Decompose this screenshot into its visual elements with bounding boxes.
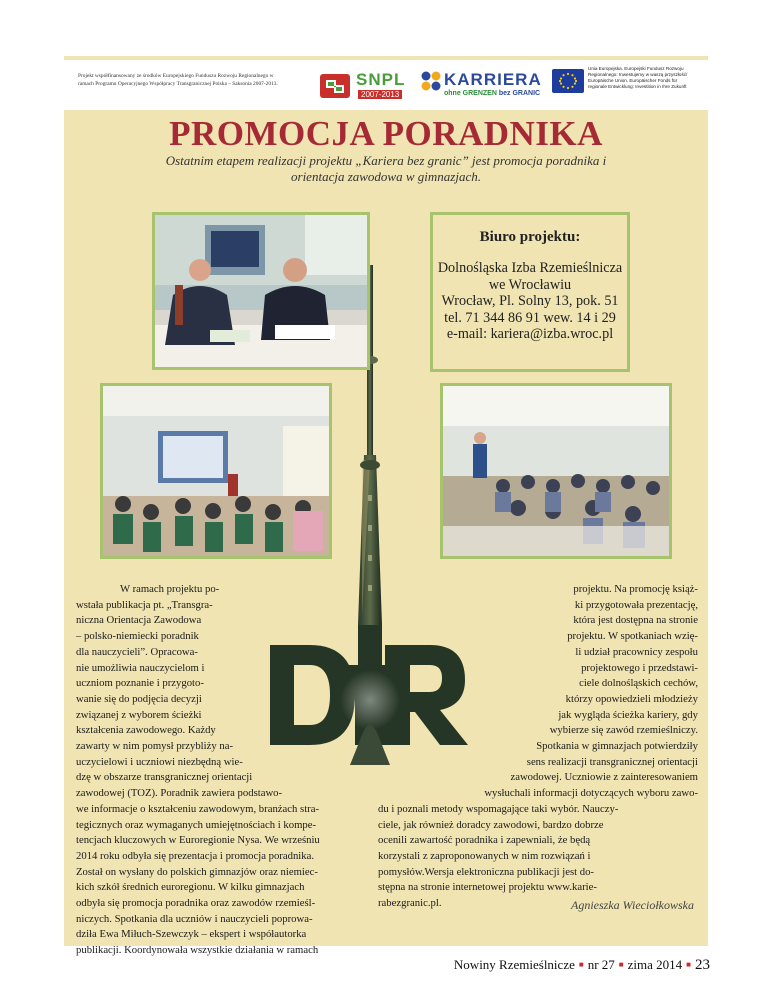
text-line: korzystali z zaproponowanych w nim rozwiązań i (378, 849, 591, 862)
article-column-right (378, 582, 698, 912)
eu-line: Europäische Union. Europäischer Fonds für (588, 78, 678, 83)
office-line: Dolnośląska Izba Rzemieślnicza (437, 260, 623, 276)
office-line: Wrocław, Pl. Solny 13, pok. 51 (441, 293, 619, 309)
text-line: ciele dolnośląskich cechów, (579, 677, 698, 690)
text-line: wstała publikacja pt. „Transgra- (76, 598, 213, 611)
text-line: uczycielowi i uczniowi niezbędną wie- (76, 755, 243, 768)
page-number: 23 (695, 957, 710, 973)
text-line: projektu. Na promocję książ- (573, 583, 698, 595)
funding-line: ramach Programu Operacyjnego Współpracy Transgranicznej Polska – Saksonia 2007-2013. (78, 81, 278, 87)
text-line: 2014 roku odbyła się prezentacja i promocja poradnika. (76, 849, 315, 862)
text-line: odbyła się promocja poradnika oraz zawodów rzemieśl- (76, 897, 316, 910)
text-line: Spotkania w gimnazjach potwierdziły (536, 740, 698, 753)
text-line: li udział pracownicy zespołu (575, 645, 698, 658)
eu-line: Unia Europejska. Europejski Fundusz Rozwoju (588, 66, 684, 71)
photo-classroom-right (440, 383, 672, 559)
issue-season: zima 2014 (627, 957, 683, 972)
footer-separator-icon: ■ (578, 960, 584, 969)
text-line: wybierze się zawód rzemieślniczy. (549, 724, 698, 737)
text-line: ocenili zawartość poradnika i zapewniali, że będą (378, 834, 591, 847)
eu-logo (552, 66, 702, 104)
text-line: kształcenia zawodowego. Każdy (76, 724, 216, 737)
office-line: tel. 71 344 86 91 wew. 14 i 29 (444, 309, 616, 326)
text-line: zawodowej (TOZ). Poradnik zawiera podstawo- (76, 787, 283, 800)
photo-presentation-meeting (152, 212, 370, 370)
article-column-left (76, 582, 362, 959)
text-line: która jest dostępna na stronie (573, 614, 698, 627)
text-line: wysłuchali informacji dotyczących wyboru zawo- (484, 787, 698, 800)
text-line: kich szkół średnich euroregionu. W kilku gimnazjach (76, 881, 305, 894)
text-line: wanie się do podjęcia decyzji (76, 692, 202, 705)
text-line: zawarty w nim pomysł przybliży na- (76, 740, 234, 753)
text-line: ciele, jak również doradcy zawodowi, bardzo dobrze (378, 818, 604, 831)
text-line: tencjach kluczowych w Euroregionie Nysa. We wrześniu (76, 834, 320, 847)
funding-line: Projekt współfinansowany ze środków Europejskiego Funduszu Rozwoju Regionalnego w (78, 73, 274, 79)
text-line: projektu. W spotkaniach wzię- (567, 630, 698, 643)
text-line: publikacji. Koordynowała wszystkie działania w ramach (76, 944, 319, 957)
text-line: sens realizacji transgranicznej orientacji (526, 755, 698, 768)
text-line: dzę w obszarze transgranicznej orientacji (76, 771, 253, 784)
office-heading: Biuro projektu: (479, 229, 581, 245)
text-line: pomysłów.Wersja elektroniczna publikacji jest do- (378, 865, 594, 878)
text-line: Został on wysłany do polskich gimnazjów oraz niemiec- (76, 865, 318, 878)
footer-separator-icon: ■ (686, 960, 691, 969)
project-office-box (430, 212, 630, 372)
magazine-name: Nowiny Rzemieślnicze (453, 957, 575, 972)
text-line: ki przygotowała prezentację, (574, 598, 698, 611)
text-line: stępna na stronie internetowej projektu www.karie- (378, 881, 597, 894)
footer-separator-icon: ■ (618, 960, 624, 969)
photo-classroom-left (100, 383, 332, 559)
issue-number: nr 27 (587, 957, 615, 972)
office-line: e-mail: kariera@izba.wroc.pl (446, 326, 614, 342)
snpl-logo: SNPL 2007-2013 (318, 68, 418, 102)
article-title: PROMOCJA PORADNIKA (169, 114, 603, 153)
article-author: Agnieszka Wieciołkowska (571, 898, 694, 912)
text-line: dziła Ewa Miłuch-Szewczyk – ekspert i współautorka (76, 928, 307, 941)
text-line: du i poznali metody wspomagające taki wybór. Nauczy- (378, 802, 619, 815)
text-line: – polsko-niemiecki poradnik (76, 630, 199, 643)
article-subtitle: Ostatnim etapem realizacji projektu „Kariera bez granic” jest promocja poradnika i orientacja zawodowa w gimnazjach. (165, 153, 607, 184)
text-line: tegicznych oraz wymaganych umiejętnościach i kompe- (76, 818, 317, 831)
text-line: niczna Orientacja Zawodowa (76, 614, 202, 627)
text-line: zawodowej. Uczniowie z zainteresowaniem (510, 771, 698, 784)
text-line: we informacje o kształceniu zawodowym, branżach stra- (76, 802, 320, 815)
page-footer (380, 957, 710, 974)
text-line: którzy opowiedzieli młodzieży (565, 692, 698, 705)
text-line: nie umożliwia nauczycielom i (76, 661, 205, 674)
text-line: związanej z wyborem ścieżki (76, 708, 202, 721)
office-line: we Wrocławiu (488, 276, 572, 293)
text-line: jak wygląda ścieżka kariery, gdy (558, 708, 698, 721)
karriera-logo: KARRIERA ohne GRENZEN bez GRANIC (420, 68, 530, 102)
text-line: projektowego i przedstawi- (581, 661, 698, 674)
funding-note (78, 72, 313, 88)
text-line: rabezgranic.pl. (378, 897, 442, 910)
eu-line: Regionalnego: Inwestujemy w waszą przyszłość/ (588, 72, 688, 77)
text-line: niczych. Spotkania dla uczniów i nauczycieli poprowa- (76, 912, 313, 925)
text-line: dla nauczycieli”. Opracowa- (76, 645, 198, 658)
text-line: W ramach projektu po- (120, 583, 220, 595)
eu-line: regionale Entwicklung: Investition in Ihre Zukunft (588, 84, 687, 89)
text-line: uczniom poznanie i przygoto- (76, 677, 204, 690)
eu-flag-icon (552, 69, 584, 93)
